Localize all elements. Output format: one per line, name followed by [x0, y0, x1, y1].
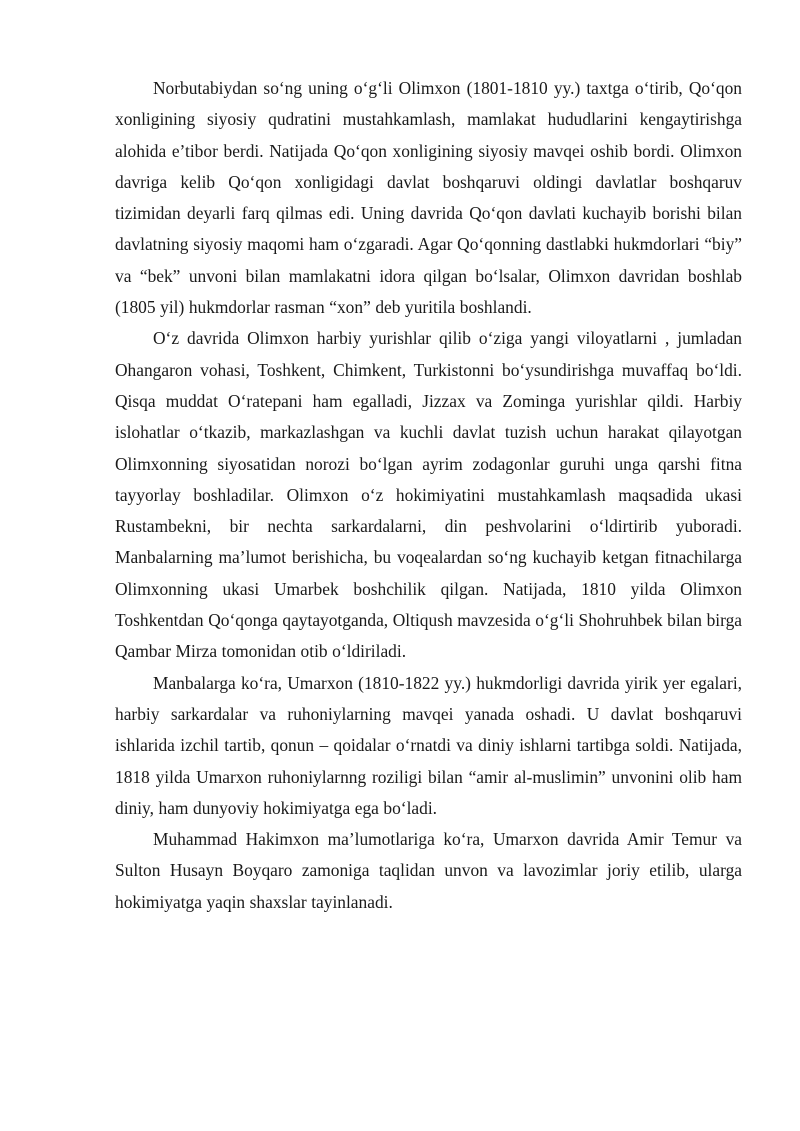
paragraph-umarxon-reign: Manbalarga ko‘ra, Umarxon (1810-1822 yy.) hukmdorligi davrida yirik yer egalari, harbiy sarkardalar va ruhoniylarning mavqei yanada oshadi. U davlat boshqaruvi ishlarida izchil tartib, qonun – qoidalar o‘rnatdi va diniy ishlarni tartibga soldi. Natijada, 1818 yilda Umarxon ruhoniylarnng roziligi bilan “amir al-muslimin” unvonini olib ham diniy, ham dunyoviy hokimiyatga ega bo‘ladi. — [115, 672, 742, 818]
paragraph-olimxon-campaigns: O‘z davrida Olimxon harbiy yurishlar qilib o‘ziga yangi viloyatlarni , jumladan Ohangaron vohasi, Toshkent, Chimkent, Turkistonni bo‘ysundirishga muvaffaq bo‘ldi. Qisqa muddat O‘ratepani ham egalladi, Jizzax va Zominga yurishlar qildi. Harbiy islohatlar o‘tkazib, markazlashgan va kuchli davlat tuzish uchun harakat qilayotgan Olimxonning siyosatidan norozi bo‘lgan ayrim zodagonlar guruhi unga qarshi fitna tayyorlay boshladilar. Olimxon o‘z hokimiyatini mustahkamlash maqsadida ukasi Rustambekni, bir nechta sarkardalarni, din peshvolarini o‘ldirtirib yuboradi. Manbalarning ma’lumot berishicha, bu voqealardan so‘ng kuchayib ketgan fitnachilarga Olimxonning ukasi Umarbek boshchilik qilgan. Natijada, 1810 yilda Olimxon Toshkentdan Qo‘qonga qaytayotganda, Oltiqush mavzesida o‘g‘li Shohruhbek bilan birga Qambar Mirza tomonidan otib o‘ldiriladi. — [115, 328, 742, 662]
document-body — [115, 73, 742, 918]
paragraph-hakimxon-sources: Muhammad Hakimxon ma’lumotlariga ko‘ra, Umarxon davrida Amir Temur va Sulton Husayn Boyqaro zamoniga taqlidan unvon va lavozimlar joriy etilib, ularga hokimiyatga yaqin shaxslar tayinlanadi. — [115, 829, 742, 912]
paragraph-olimxon-reign: Norbutabiydan so‘ng uning o‘g‘li Olimxon (1801-1810 yy.) taxtga o‘tirib, Qo‘qon xonligining siyosiy qudratini mustahkamlash, mamlakat hududlarini kengaytirishga alohida e’tibor berdi. Natijada Qo‘qon xonligining siyosiy mavqei oshib bordi. Olimxon davriga kelib Qo‘qon xonligidagi davlat boshqaruvi oldingi davlatlar boshqaruv tizimidan deyarli farq qilmas edi. Uning davrida Qo‘qon davlati kuchayib borishi bilan davlatning siyosiy maqomi ham o‘zgaradi. Agar Qo‘qonning dastlabki hukmdorlari “biy” va “bek” unvoni bilan mamlakatni idora qilgan bo‘lsalar, Olimxon davridan boshlab (1805 yil) hukmdorlar rasman “xon” deb yuritila boshlandi. — [115, 78, 742, 318]
